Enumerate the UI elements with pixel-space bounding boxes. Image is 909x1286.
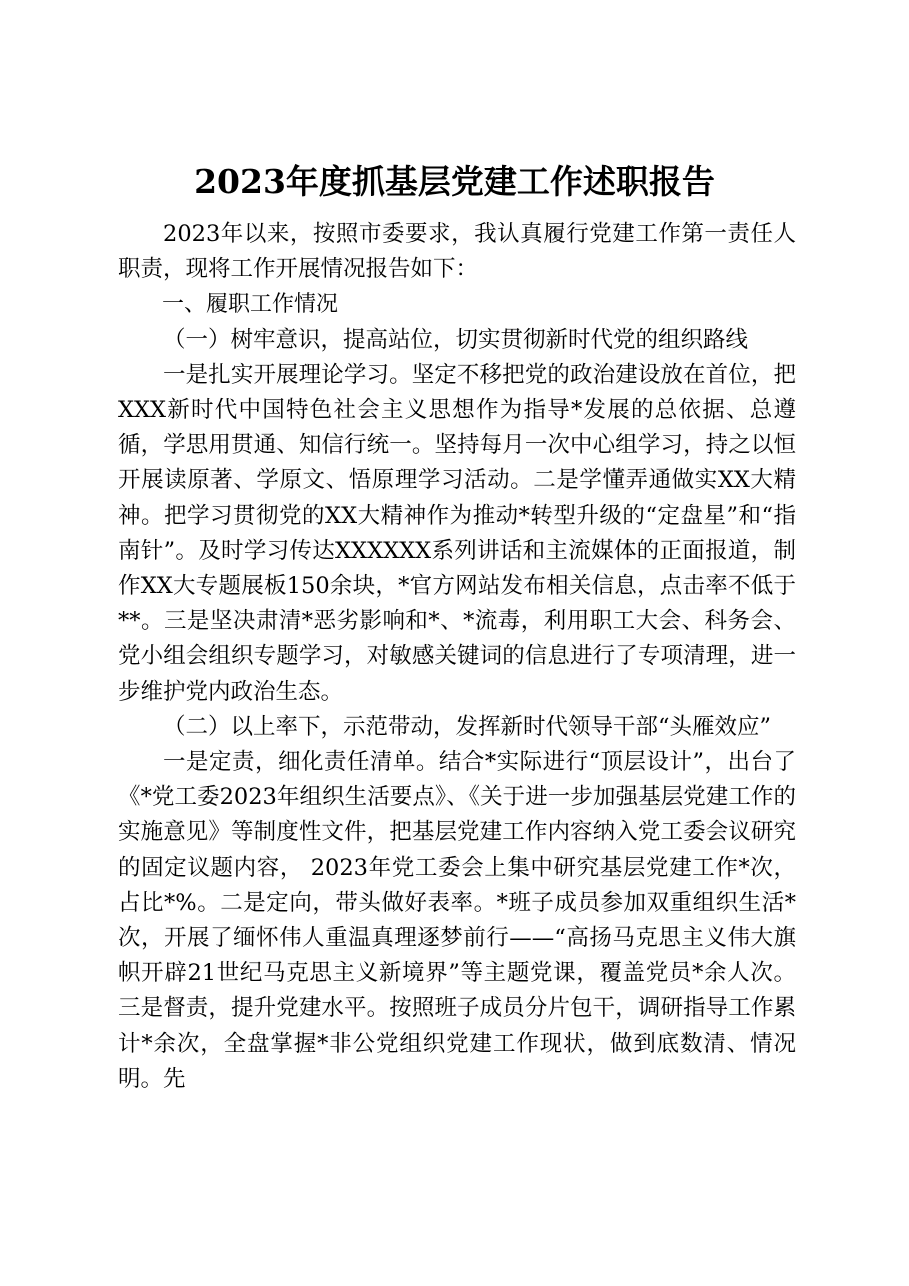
document-title: 2023年度抓基层党建工作述职报告: [194, 162, 715, 201]
subsection-heading-2: （二）以上率下，示范带动，发挥新时代领导干部“头雁效应”: [163, 713, 772, 740]
document-body: [118, 217, 796, 1097]
subsection-1-paragraph: 一是扎实开展理论学习。坚定不移把党的政治建设放在首位，把XXX新时代中国特色社会主义思想作为指导*发展的总依据、总遵循，学思用贯通、知信行统一。坚持每月一次中心组学习，持之以恒开展读原著、学原文、悟原理学习活动。二是学懂弄通做实XX大精神。把学习贯彻党的XX大精神作为推动*转型升级的“定盘星”和“指南针”。及时学习传达XXXXXX系列讲话和主流媒体的正面报道，制作XX大专题展板150余块，*官方网站发布相关信息，点击率不低于**。三是坚决肃清*恶劣影响和*、*流毒，利用职工大会、科务会、党小组会组织专题学习，对敏感关键词的信息进行了专项清理，进一步维护党内政治生态。: [118, 361, 796, 705]
intro-paragraph: 2023年以来，按照市委要求，我认真履行党建工作第一责任人职责，现将工作开展情况报告如下：: [118, 221, 796, 283]
section-heading-1: 一、履职工作情况: [162, 292, 339, 318]
subsection-2-paragraph: 一是定责，细化责任清单。结合*实际进行“顶层设计”，出台了《*党工委2023年组织生活要点》、《关于进一步加强基层党建工作的实施意见》等制度性文件，把基层党建工作内容纳入党工委会议研究的固定议题内容， 2023年党工委会上集中研究基层党建工作*次，占比*%。二是定向，带头做好表率。*班子成员参加双重组织生活*次，开展了缅怀伟人重温真理逐梦前行——“高扬马克思主义伟大旗帜开辟21世纪马克思主义新境界”等主题党课，覆盖党员*余人次。三是督责，提升党建水平。按照班子成员分片包干，调研指导工作累计*余次，全盘掌握*非公党组织党建工作现状，做到底数清、情况明。先: [118, 749, 796, 1092]
subsection-heading-1: （一）树牢意识，提高站位，切实贯彻新时代党的组织路线: [163, 326, 749, 353]
